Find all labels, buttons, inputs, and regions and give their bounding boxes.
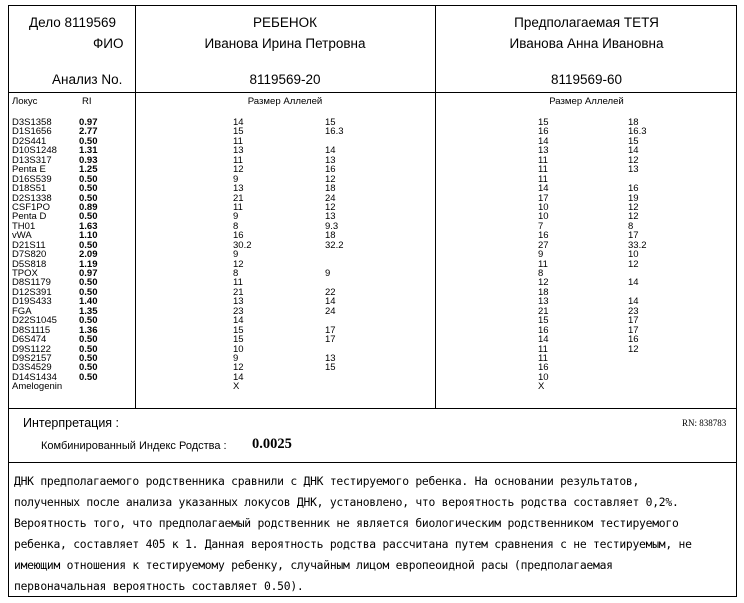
child-allele-cell: 18: [325, 183, 336, 195]
aunt-allele-cell: 11: [538, 258, 548, 270]
ri-cell: 0.50: [79, 315, 98, 327]
aunt-allele-cell: 12: [628, 258, 639, 270]
paragraph-line: первоначальная вероятность составляет 0.50).: [14, 579, 304, 593]
ri-cell: 0.50: [79, 192, 98, 204]
child-allele-cell: [325, 382, 344, 391]
locus-cell: D3S4529: [12, 362, 52, 374]
ri-cell: 1.63: [79, 220, 98, 232]
child-allele-cell: 21: [233, 286, 244, 298]
child-allele-cell: 10: [233, 343, 244, 355]
ri-cell: 1.19: [79, 258, 98, 270]
child-allele-cell: [325, 250, 344, 259]
locus-cell: D12S391: [12, 286, 52, 298]
locus-cell: D3S1358: [12, 117, 52, 128]
locus-cell: FGA: [12, 305, 32, 317]
ri-cell: 0.50: [79, 239, 98, 251]
child-allele-cell: [325, 373, 344, 382]
aunt-allele-cell: 17: [628, 230, 639, 242]
ri-cell: 0.50: [79, 343, 98, 355]
ri-cell: 0.50: [79, 277, 98, 289]
child-allele-cell: 12: [325, 201, 336, 213]
locus-cell: D19S433: [12, 296, 52, 308]
child-allele-cell: 9: [233, 352, 239, 364]
ri-cell: 0.50: [79, 362, 98, 374]
locus-cell: D5S818: [12, 258, 47, 270]
child-allele-cell: 16: [325, 164, 336, 176]
child-allele-cell: 18: [325, 230, 336, 242]
paragraph-line: имеющим отношения к тестируемому ребенку, случайным лицом европеоидной расы (предполагаемая: [14, 558, 613, 572]
child-allele-cell: 21: [233, 192, 244, 204]
child-allele-cell: 14: [325, 145, 336, 157]
aunt-allele-cell: 16: [538, 126, 549, 138]
aunt-allele-cell: 10: [538, 371, 549, 383]
aunt-allele-cell: 15: [538, 315, 549, 327]
locus-cell: D8S1179: [12, 277, 51, 289]
aunt-allele-cell: 12: [628, 343, 639, 355]
aunt-allele-cell: 16: [538, 230, 549, 242]
aunt-allele-cell: 11: [538, 173, 548, 185]
locus-cell: D9S2157: [12, 352, 52, 364]
child-allele-cell: 8: [233, 268, 239, 279]
aunt-allele-cell: 14: [628, 277, 639, 289]
ri-cell: 0.50: [79, 173, 98, 185]
aunt-allele-cell: [628, 354, 647, 363]
child-allele-cell: 13: [325, 211, 336, 223]
index-divider: [8, 462, 737, 463]
ri-cell: 0.50: [79, 371, 98, 383]
child-allele-cell: 22: [325, 286, 336, 298]
locus-cell: D10S1248: [12, 145, 57, 157]
aunt-allele-cell: X: [538, 381, 545, 393]
locus-cell: CSF1PO: [12, 201, 51, 213]
aunt-allele-cell: 15: [538, 117, 549, 128]
child-allele-cell: 14: [233, 371, 244, 383]
child-allele-cell: 12: [233, 362, 244, 374]
aunt-allele-cell: 17: [628, 324, 639, 336]
child-allele-cell: 13: [325, 352, 336, 364]
aunt-allele-cell: 15: [628, 135, 639, 147]
child-allele-cell: 17: [325, 334, 336, 346]
locus-cell: Amelogenin: [12, 381, 63, 393]
ri-cell: 1.10: [79, 230, 98, 242]
child-allele-cell: 12: [325, 173, 336, 185]
locus-cell: D22S1045: [12, 315, 57, 327]
child-allele-cell: 23: [233, 305, 244, 317]
child-allele-cell: 11: [233, 154, 243, 166]
aunt-allele-cell: 17: [538, 192, 549, 204]
child-allele1-column: [233, 118, 252, 392]
index-label: Комбинированный Индекс Родства :: [41, 440, 227, 452]
aunt-allele-cell: 12: [628, 211, 639, 223]
aunt-allele-cell: 27: [538, 239, 549, 251]
locus-header: Локус: [12, 96, 38, 107]
table-bottom-divider: [8, 408, 737, 409]
locus-cell: D16S539: [12, 173, 52, 185]
ri-cell: 2.09: [79, 249, 98, 261]
ri-cell: 0.97: [79, 268, 98, 279]
aunt-allele-cell: 18: [628, 117, 639, 128]
child-allele-cell: 24: [325, 305, 336, 317]
child-allele-cell: 16: [233, 230, 244, 242]
aunt-allele-cell: 14: [538, 183, 549, 195]
aunt-allele-cell: 21: [538, 305, 549, 317]
child-allele-cell: 24: [325, 192, 336, 204]
ri-cell: 0.89: [79, 201, 98, 213]
child-role: РЕБЕНОК: [253, 15, 317, 30]
locus-cell: TH01: [12, 220, 36, 232]
aunt-allele-cell: 12: [628, 201, 639, 213]
locus-cell: D13S317: [12, 154, 52, 166]
header-divider: [8, 92, 737, 93]
locus-cell: D14S1434: [12, 371, 57, 383]
ri-cell: [79, 382, 98, 391]
locus-cell: D18S51: [12, 183, 47, 195]
ri-cell: 1.35: [79, 305, 98, 317]
locus-cell: D2S441: [12, 135, 47, 147]
aunt-allele-cell: 16: [628, 183, 639, 195]
ri-cell: 2.77: [79, 126, 98, 138]
ri-cell: 1.36: [79, 324, 98, 336]
aunt-allele-cell: 16: [538, 324, 549, 336]
child-allele-cell: 14: [233, 117, 244, 128]
child-analysis-no: 8119569-20: [249, 72, 321, 87]
child-allele-cell: 17: [325, 324, 336, 336]
ri-column: [79, 118, 98, 392]
interpretation-paragraph: [14, 471, 726, 597]
paragraph-line: ДНК предполагаемого родственника сравнили с ДНК тестируемого ребенка. На основании результатов,: [14, 474, 640, 488]
locus-cell: D7S820: [12, 249, 47, 261]
aunt-allele-cell: 9: [538, 249, 544, 261]
aunt-allele-cell: 16: [538, 362, 549, 374]
aunt-allele-cell: 11: [538, 154, 548, 166]
child-allele-cell: 8: [233, 220, 239, 232]
child-allele-cell: 15: [233, 334, 244, 346]
ri-header: RI: [82, 96, 92, 107]
ri-cell: 1.40: [79, 296, 98, 308]
child-allele-cell: 30.2: [233, 239, 252, 251]
ri-cell: 0.50: [79, 352, 98, 364]
aunt-allele-cell: 16.3: [628, 126, 647, 138]
case-label: Дело 8119569: [29, 15, 117, 30]
aunt-allele-cell: 11: [538, 352, 548, 364]
analysis-label: Анализ No.: [52, 72, 123, 87]
child-allele-cell: 9: [325, 268, 331, 279]
locus-cell: D8S1115: [12, 324, 51, 336]
child-allele-cell: 14: [233, 315, 244, 327]
aunt-allele-cell: 14: [628, 145, 639, 157]
child-allele-cell: 15: [233, 324, 244, 336]
ri-cell: 0.50: [79, 286, 98, 298]
locus-cell: D1S1656: [12, 126, 52, 138]
paragraph-line: полученных после анализа указанных локусов ДНК, установлено, что вероятность родства составляет 0,2%.: [14, 495, 679, 509]
aunt-allele-cell: 23: [628, 305, 639, 317]
allele-header-child: Размер Аллелей: [247, 96, 323, 107]
aunt-allele-cell: 13: [538, 296, 549, 308]
aunt-allele-cell: 10: [628, 249, 639, 261]
ri-cell: 0.97: [79, 117, 98, 128]
child-allele-cell: X: [233, 381, 240, 393]
child-allele-cell: 13: [233, 296, 244, 308]
aunt-role: Предполагаемая ТЕТЯ: [514, 15, 659, 30]
aunt-allele-cell: 14: [538, 334, 549, 346]
ri-cell: 1.25: [79, 164, 98, 176]
aunt-allele-cell: 13: [538, 145, 549, 157]
locus-cell: Penta D: [12, 211, 47, 223]
child-allele2-column: [325, 118, 344, 392]
child-allele-cell: 9: [233, 173, 239, 185]
child-allele-cell: 15: [325, 362, 336, 374]
aunt-allele-cell: 18: [538, 286, 549, 298]
ri-cell: 0.93: [79, 154, 98, 166]
child-allele-cell: 14: [325, 296, 336, 308]
aunt-name: Иванова Анна Ивановна: [509, 36, 664, 51]
aunt-analysis-no: 8119569-60: [550, 72, 623, 87]
aunt-allele-cell: 7: [538, 220, 544, 232]
ri-cell: 0.50: [79, 211, 98, 223]
aunt-allele-cell: 33.2: [628, 239, 647, 251]
locus-cell: D21S11: [12, 239, 46, 251]
column-divider-right: [435, 5, 436, 408]
child-allele-cell: 11: [233, 277, 243, 289]
aunt-allele-cell: 17: [628, 315, 639, 327]
aunt-allele-cell: 8: [628, 220, 634, 232]
child-allele-cell: 12: [233, 258, 244, 270]
paragraph-line: ребенка, составляет 405 к 1. Данная вероятность родства рассчитана путем сравнения с не тестируемым, не: [14, 537, 692, 551]
child-allele-cell: 11: [233, 135, 243, 147]
fio-label: ФИО: [93, 36, 124, 51]
aunt-allele-cell: [628, 363, 647, 372]
aunt-allele-cell: 10: [538, 211, 549, 223]
locus-column: [12, 118, 62, 392]
child-allele-cell: 32.2: [325, 239, 344, 251]
aunt-allele-cell: [628, 373, 647, 382]
aunt-allele-cell: 14: [628, 296, 639, 308]
child-allele-cell: 9: [233, 249, 239, 261]
ri-cell: 0.50: [79, 334, 98, 346]
aunt-allele-cell: 19: [628, 192, 639, 204]
child-allele-cell: 11: [233, 201, 243, 213]
aunt-allele-cell: [628, 382, 647, 391]
aunt-allele-cell: 13: [628, 164, 639, 176]
child-allele-cell: 13: [233, 183, 244, 195]
child-allele-cell: 12: [233, 164, 244, 176]
aunt-allele-cell: 16: [628, 334, 639, 346]
column-divider-left: [135, 5, 136, 408]
ri-cell: 1.31: [79, 145, 98, 157]
aunt-allele-cell: 14: [538, 135, 549, 147]
child-allele-cell: 13: [325, 154, 336, 166]
child-allele-cell: 9: [233, 211, 239, 223]
rn-number: RN: 838783: [682, 418, 727, 428]
locus-cell: Penta E: [12, 164, 46, 176]
aunt-allele-cell: 8: [538, 268, 544, 279]
allele-header-aunt: Размер Аллелей: [549, 96, 624, 107]
aunt-allele-cell: 11: [538, 343, 548, 355]
locus-cell: D9S1122: [12, 343, 51, 355]
aunt-allele-cell: 11: [538, 164, 548, 176]
aunt-allele2-column: [628, 118, 647, 392]
locus-cell: vWA: [12, 230, 32, 242]
aunt-allele-cell: 12: [538, 277, 549, 289]
child-allele-cell: 15: [233, 126, 244, 138]
locus-cell: D6S474: [12, 334, 47, 346]
ri-cell: 0.50: [79, 135, 98, 147]
child-name: Иванова Ирина Петровна: [204, 36, 366, 51]
index-value: 0.0025: [252, 436, 292, 452]
interpretation-label: Интерпретация :: [23, 416, 120, 430]
ri-cell: 0.50: [79, 183, 98, 195]
locus-cell: D2S1338: [12, 192, 52, 204]
child-allele-cell: 9.3: [325, 220, 339, 232]
child-allele-cell: 15: [325, 117, 336, 128]
aunt-allele1-column: [538, 118, 549, 392]
child-allele-cell: 13: [233, 145, 244, 157]
paragraph-line: Вероятность того, что предполагаемый родственник не является биологическим родственником тестируемого: [14, 516, 679, 530]
aunt-allele-cell: 10: [538, 201, 549, 213]
child-allele-cell: 16.3: [325, 126, 344, 138]
aunt-allele-cell: 12: [628, 154, 639, 166]
locus-cell: TPOX: [12, 268, 38, 279]
